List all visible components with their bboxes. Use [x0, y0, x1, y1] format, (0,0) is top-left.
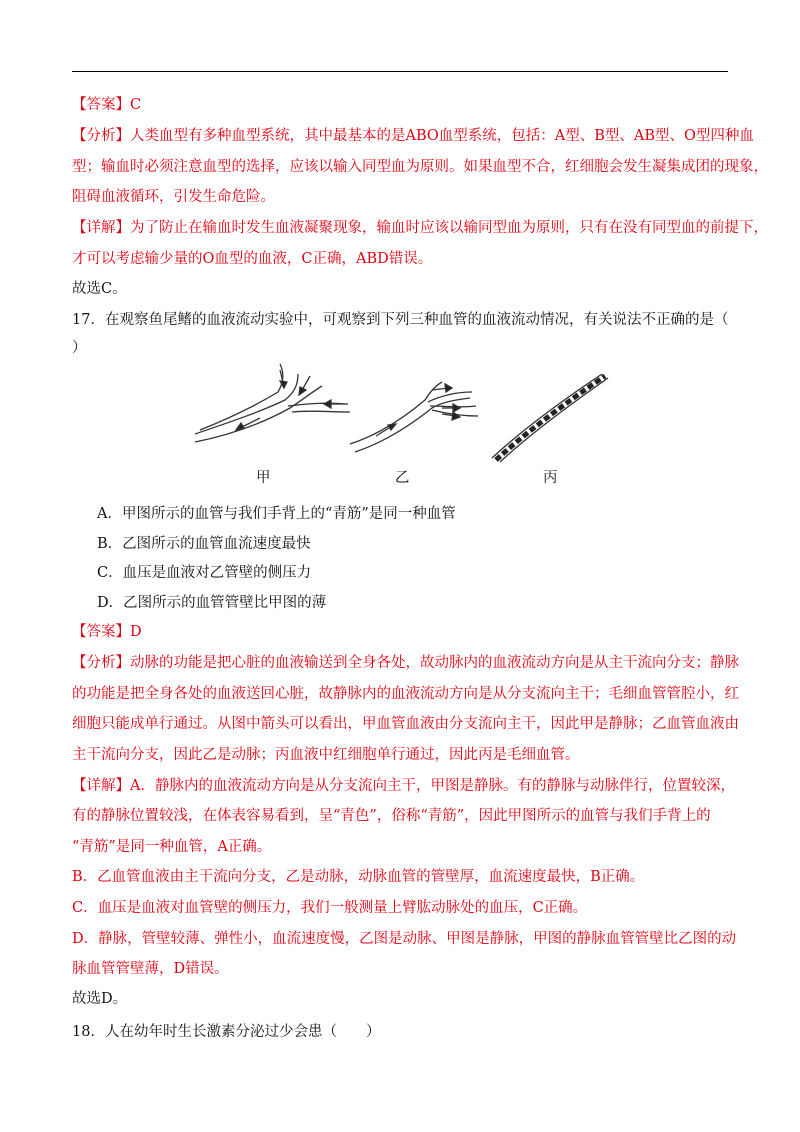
q16-answer: 【答案】C [72, 97, 142, 113]
q17-detail-line-5: C．血压是血液对血管壁的侧压力，我们一般测量上臂肱动脉处的血压，C正确。 [72, 900, 588, 916]
q17-analysis-line-2: 的功能是把全身各处的血液送回心脏，故静脉内的血液流动方向是从分支流向主干；毛细血管管腔小，红 [72, 686, 739, 702]
q16-conclusion: 故选C。 [72, 281, 127, 297]
q17-detail-line-4: B．乙血管血液由主干流向分支，乙是动脉，动脉血管的管壁厚，血流速度最快，B正确。 [72, 869, 645, 885]
q16-analysis-line-2: 型；输血时必须注意血型的选择，应该以输入同型血为原则。如果血型不合，红细胞会发生凝集成团的现象， [72, 159, 768, 175]
q16-detail-line-1: 【详解】为了防止在输血时发生血液凝聚现象，输血时应该以输同型血为原则，只有在没有同型血的前提下， [72, 220, 768, 236]
q17-analysis-line-3: 细胞只能成单行通过。从图中箭头可以看出，甲血管血液由分支流向主干，因此甲是静脉；乙血管血液由 [72, 716, 739, 732]
q17-detail-line-7: 脉血管管壁薄，D错误。 [72, 961, 229, 977]
figure-label-jia: 甲 [256, 470, 271, 486]
q17-stem-line-2: ） [72, 340, 87, 356]
q18-stem: 18．人在幼年时生长激素分泌过少会患（ ） [72, 1024, 381, 1040]
q17-option-d: D．乙图所示的血管管壁比甲图的薄 [97, 595, 327, 611]
q17-detail-line-3: “青筋”是同一种血管，A正确。 [72, 839, 272, 855]
q16-detail-line-2: 才可以考虑输少量的O血型的血液，C正确，ABD错误。 [72, 251, 433, 267]
q17-stem-line-1: 17．在观察鱼尾鳍的血液流动实验中，可观察到下列三种血管的血液流动情况，有关说法不正确的是（ [72, 312, 729, 328]
artery-diagram [350, 382, 478, 452]
q17-detail-line-2: 有的静脉位置较浅，在体表容易看到，呈“青色”，俗称“青筋”，因此甲图所示的血管与我们手背上的 [72, 808, 711, 824]
q17-analysis-line-4: 主干流向分支，因此乙是动脉；丙血液中红细胞单行通过，因此丙是毛细血管。 [72, 747, 580, 763]
vein-diagram [195, 364, 350, 442]
q16-analysis-line-1: 【分析】人类血型有多种血型系统，其中最基本的是ABO血型系统，包括：A型、B型、AB型、O型四种血 [72, 128, 754, 144]
q17-analysis-line-1: 【分析】动脉的功能是把心脏的血液输送到全身各处，故动脉内的血液流动方向是从主干流向分支；静脉 [72, 655, 739, 671]
figure-label-yi: 乙 [395, 470, 410, 486]
q17-detail-line-1: 【详解】A．静脉内的血液流动方向是从分支流向主干，甲图是静脉。有的静脉与动脉伴行，位置较深， [72, 778, 735, 794]
figure-label-bing: 丙 [543, 470, 558, 486]
q17-detail-line-6: D．静脉，管壁较薄、弹性小，血流速度慢，乙图是动脉、甲图是静脉，甲图的静脉血管管壁比乙图的动 [72, 931, 737, 947]
q16-analysis-line-3: 阻碍血液循环，引发生命危险。 [72, 189, 275, 205]
q17-answer: 【答案】D [72, 624, 142, 640]
header-rule [72, 71, 728, 72]
capillary-diagram [492, 374, 608, 462]
q17-conclusion: 故选D。 [72, 991, 128, 1007]
q17-option-b: B．乙图所示的血管血流速度最快 [97, 536, 311, 552]
q17-option-a: A．甲图所示的血管与我们手背上的“青筋”是同一种血管 [97, 506, 456, 522]
q17-option-c: C．血压是血液对乙管壁的侧压力 [97, 565, 312, 581]
